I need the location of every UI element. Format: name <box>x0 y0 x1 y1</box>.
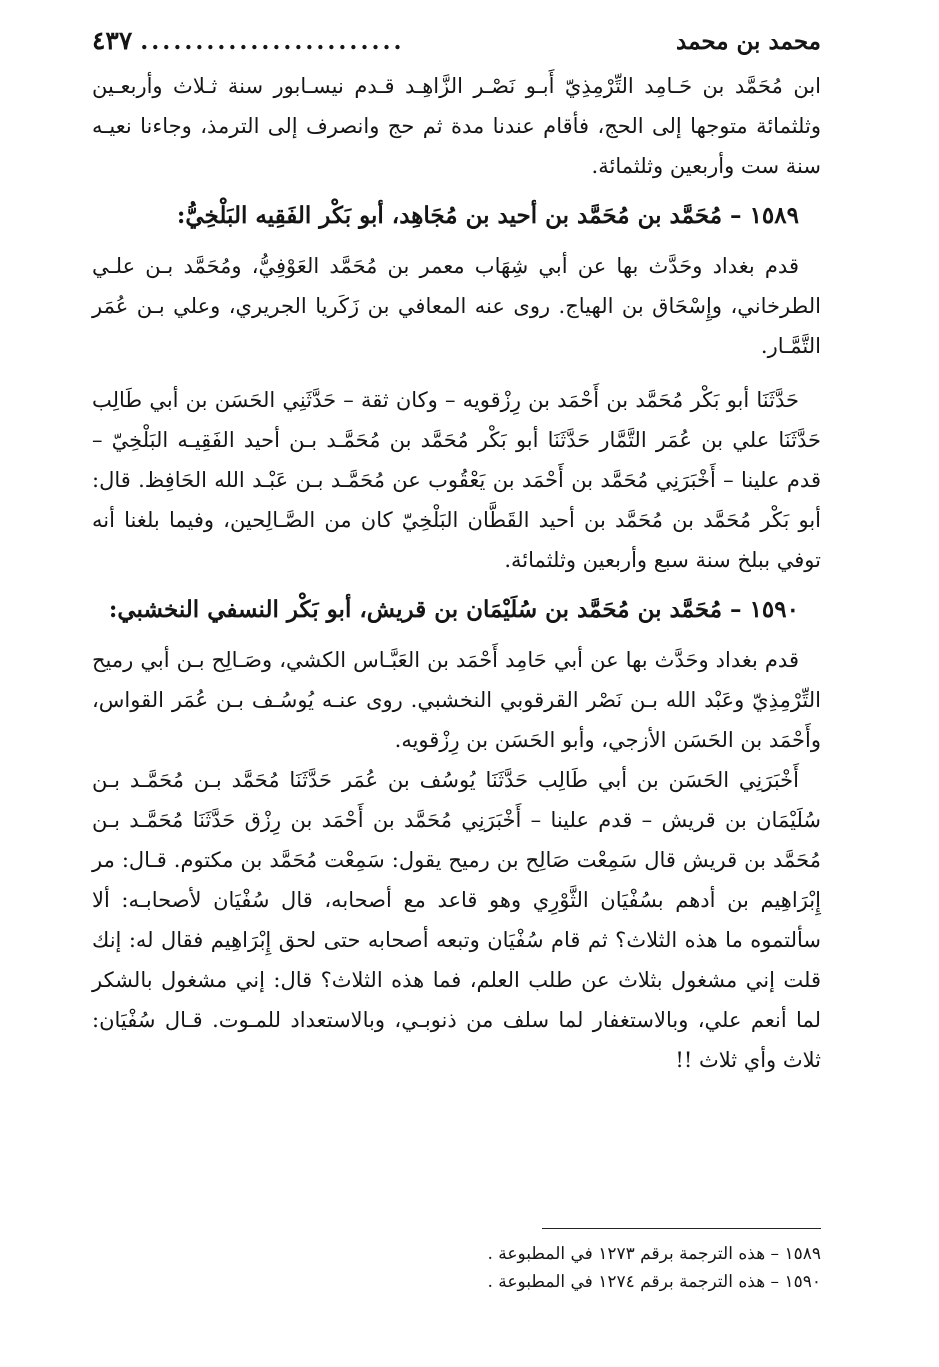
footnote-1589: ١٥٨٩ – هذه الترجمة برقم ١٢٧٣ في المطبوعة . <box>487 1244 821 1264</box>
footnotes <box>487 1240 821 1296</box>
header-dots: ........................ <box>140 28 405 55</box>
footnote-separator <box>542 1228 821 1229</box>
page-number: ٤٣٧ <box>92 26 133 55</box>
entry-1589-heading: ١٥٨٩ – مُحَمَّد بن مُحَمَّد بن أحيد بن مُجَاهِد، أبو بَكْر الفَقِيه البَلْخِيُّ: <box>176 202 799 229</box>
intro-paragraph: ابن مُحَمَّد بن حَـامِد التِّرْمِذِيّ أَبـو نَصْـر الزَّاهِـد قـدم نيسـابور سنة ثـلاث وأربعـين وثلثمائة متوجها إلى الحج، فأقام عندنا مدة ثم حج وانصرف إلى الترمذ، وجاءنا نعيـه سنة ست وأربعين وثلثمائة. <box>92 74 821 178</box>
entry-1590-heading: ١٥٩٠ – مُحَمَّد بن مُحَمَّد بن سُلَيْمَان بن قريش، أبو بَكْر النسفي النخشبي: <box>108 596 799 623</box>
running-title: محمد بن محمد <box>676 28 821 55</box>
entry-1589-paragraph-2: حَدَّثَنَا أبو بَكْر مُحَمَّد بن أَحْمَد بن رِزْقويه – وكان ثقة – حَدَّثَنِي الحَسَن بن أبي طَالِب حَدَّثَنَا علي بن عُمَر التَّمَّار حَدَّثَنَا أبو بَكْر مُحَمَّد بن مُحَمَّـد بـن أحيد الفَقِيـه البَلْخِيّ – قدم علينا – أَخْبَرَنِي مُحَمَّد بن أَحْمَد بن يَعْقُوب عن مُحَمَّـد بـن عَبْـد الله الحَافِظ. قال: أبو بَكْر مُحَمَّد بن مُحَمَّد بن أحيد القَطَّان البَلْخِيّ كان من الصَّـالِحين، وفيما بلغنا أنه توفي ببلخ سنة سبع وأربعين وثلثمائة. <box>92 388 821 572</box>
book-page <box>92 26 821 1080</box>
entry-1590-paragraph-1: قدم بغداد وحَدَّث بها عن أبي حَامِد أَحْمَد بن العَبَّـاس الكشي، وصَـالِح بـن أبي رميح التِّرْمِذِيّ وعَبْد الله بـن نَصْر القرقوبي النخشبي. روى عنـه يُوسُـف بـن عُمَر القواس، وأَحْمَد بن الحَسَن الأزجي، وأبو الحَسَن بن رِزْقويه. <box>92 648 821 752</box>
footnote-1590: ١٥٩٠ – هذه الترجمة برقم ١٢٧٤ في المطبوعة . <box>487 1272 821 1292</box>
entry-1589-paragraph-1: قدم بغداد وحَدَّث بها عن أبي شِهَاب معمر بن مُحَمَّد العَوْفِيُّ، ومُحَمَّد بـن علـي الطرخاني، وإِسْحَاق بن الهياج. روى عنه المعافي بن زَكَريا الجريري، وعلي بـن عُمَر التَّمَّـار. <box>92 254 821 358</box>
running-header <box>92 26 821 66</box>
entry-1590-paragraph-2: أَخْبَرَنِي الحَسَن بن أبي طَالِب حَدَّثَنَا يُوسُف بن عُمَر حَدَّثَنَا مُحَمَّد بـن مُحَمَّـد بـن سُلَيْمَان بن قريش – قدم علينا – أَخْبَرَنِي مُحَمَّد بن أَحْمَد بن رِزْق حَدَّثَنَا مُحَمَّـد بـن مُحَمَّد بن قريش قال سَمِعْت صَالِح بن رميح يقول: سَمِعْت مُحَمَّد بن مكتوم. قـال: مر إِبْرَاهِيم بن أدهم بسُفْيَان الثَّوْرِي وهو قاعد مع أصحابه، قال سُفْيَان لأصحابـه: ألا سألتموه ما هذه الثلاث؟ ثم قام سُفْيَان وتبعه أصحابه حتى لحق إِبْرَاهِيم فقال له: إنك قلت إني مشغول بثلاث عن طلب العلم، فما هذه الثلاث؟ قال: إني مشغول بالشكر لما أنعم علي، وبالاستغفار لما سلف من ذنوبـي، وبالاستعداد للمـوت. قـال سُفْيَان: ثلاث وأي ثلاث !! <box>92 768 821 1072</box>
